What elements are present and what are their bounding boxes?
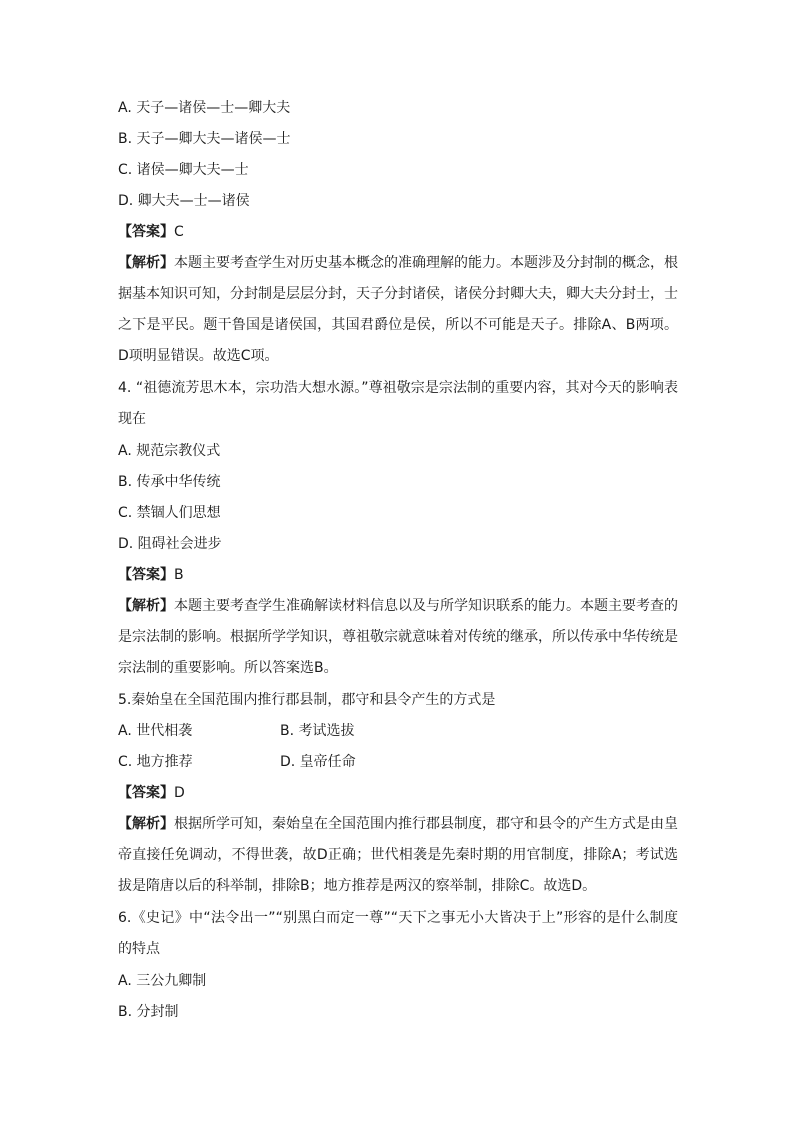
document-page: [118, 98, 678, 1033]
q3-option-b: B. 天子—卿大夫—诸侯—士: [118, 131, 291, 147]
q4-option-d: D. 阻碍社会进步: [118, 536, 222, 552]
q6-stem: 6.《史记》中“法令出一”“别黑白而定一尊”“天下之事无小大皆决于上”形容的是什么制度的特点: [118, 910, 678, 957]
q6-option-b: B. 分封制: [118, 1004, 179, 1020]
analysis-label: 【解析】: [118, 255, 174, 271]
analysis-text: 本题主要考查学生对历史基本概念的准确理解的能力。本题涉及分封制的概念，根据基本知识可知，分封制是层层分封，天子分封诸侯，诸侯分封卿大夫，卿大夫分封士，士之下是平民。题干鲁国是诸侯国，其国君爵位是侯，所以不可能是天子。排除A、B两项。D项明显错误。故选C项。: [118, 255, 678, 364]
q5-option-a: A. 世代相袭: [118, 723, 193, 739]
analysis-label: 【解析】: [118, 816, 174, 832]
answer-value: C: [174, 224, 184, 240]
q4-option-b: B. 传承中华传统: [118, 474, 221, 490]
q3-option-d: D. 卿大夫—士—诸侯: [118, 193, 250, 209]
q4-analysis: [118, 591, 678, 684]
q4-stem: 4. “祖德流芳思木本，宗功浩大想水源。”尊祖敬宗是宗法制的重要内容，其对今天的影响表现在: [118, 380, 678, 427]
answer-label: 【答案】: [118, 224, 174, 240]
analysis-text: 本题主要考查学生准确解读材料信息以及与所学知识联系的能力。本题主要考查的是宗法制的影响。根据所学学知识，尊祖敬宗就意味着对传统的继承，所以传承中华传统是宗法制的重要影响。所以答案选B。: [118, 598, 678, 676]
q5-options-row-2: [118, 752, 678, 772]
q5-stem: 5.秦始皇在全国范围内推行郡县制，郡守和县令产生的方式是: [118, 692, 496, 708]
q3-analysis: [118, 248, 678, 372]
analysis-label: 【解析】: [118, 598, 174, 614]
q4-answer: [118, 565, 678, 585]
analysis-text: 根据所学可知，秦始皇在全国范围内推行郡县制度，郡守和县令的产生方式是由皇帝直接任免调动，不得世袭，故D正确；世代相袭是先秦时期的用官制度，排除A；考试选拔是隋唐以后的科举制，排除B；地方推荐是两汉的察举制，排除C。故选D。: [118, 816, 678, 894]
q5-option-c: C. 地方推荐: [118, 754, 193, 770]
q5-options-row-1: [118, 721, 678, 741]
q4-option-c: C. 禁锢人们思想: [118, 505, 221, 521]
q5-answer: [118, 783, 678, 803]
q5-option-b: B. 考试选拔: [280, 723, 355, 739]
q3-option-a: A. 天子—诸侯—士—卿大夫: [118, 100, 291, 116]
q3-answer: [118, 222, 678, 242]
answer-value: D: [174, 785, 185, 801]
answer-label: 【答案】: [118, 785, 174, 801]
q6-option-a: A. 三公九卿制: [118, 973, 207, 989]
q5-analysis: [118, 809, 678, 902]
q5-option-d: D. 皇帝任命: [280, 754, 356, 770]
answer-value: B: [174, 567, 184, 583]
answer-label: 【答案】: [118, 567, 174, 583]
q4-option-a: A. 规范宗教仪式: [118, 443, 221, 459]
q3-option-c: C. 诸侯—卿大夫—士: [118, 162, 249, 178]
